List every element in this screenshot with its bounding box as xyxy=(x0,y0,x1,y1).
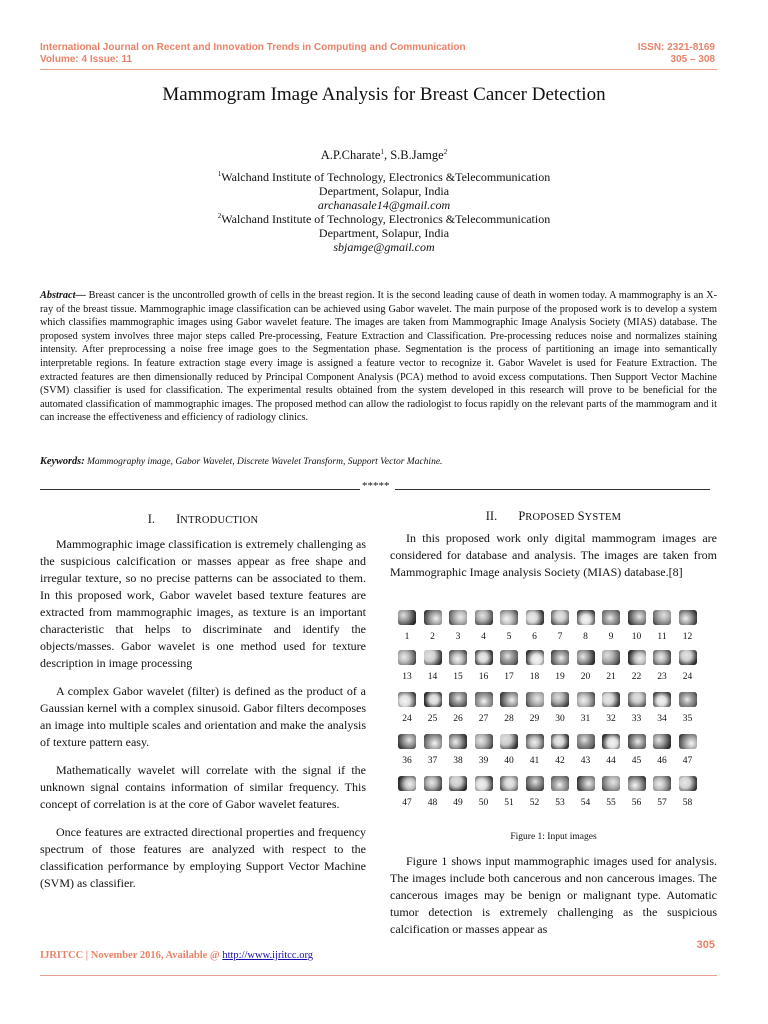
mammogram-thumbnail xyxy=(679,692,697,707)
mammogram-thumbnail xyxy=(424,692,442,707)
mammogram-thumbnail xyxy=(449,776,467,791)
thumbnail-number: 16 xyxy=(478,672,489,682)
thumbnail-number: 9 xyxy=(608,632,614,642)
thumbnail-number: 47 xyxy=(682,756,693,766)
separator-line-left xyxy=(40,489,360,490)
mammogram-thumbnail xyxy=(602,734,620,749)
thumbnail-number: 34 xyxy=(657,714,667,724)
thumbnail-number: 2 xyxy=(430,632,435,642)
mammogram-thumbnail xyxy=(526,650,544,665)
thumbnail-number: 49 xyxy=(453,798,463,808)
keywords xyxy=(40,456,717,467)
thumbnail-number: 39 xyxy=(478,756,489,766)
thumbnail-number: 25 xyxy=(427,714,438,724)
mammogram-thumbnail xyxy=(628,776,646,791)
thumbnail-number: 7 xyxy=(557,632,563,642)
mammogram-thumbnail xyxy=(424,734,442,749)
authors xyxy=(0,145,768,162)
thumbnail-number: 4 xyxy=(481,632,486,642)
section-2-heading xyxy=(390,509,717,524)
mammogram-thumbnail xyxy=(500,650,518,665)
mammogram-thumbnail xyxy=(653,650,671,665)
thumbnail-number: 33 xyxy=(631,714,642,724)
page-range: 305 – 308 xyxy=(670,54,715,65)
mammogram-thumbnail xyxy=(424,610,442,625)
thumbnail-number: 5 xyxy=(506,632,512,642)
mammogram-thumbnail xyxy=(551,776,569,791)
section-1-paragraph: Mammographic image classification is extremely challenging as the suspicious calcification or masses appear as free shape and irregular texture, so no precise patterns can be associated to them. In this proposed work, Gabor wavelet based texture features are extracted from mammographic images, as texture is an important characteristic that helps to discriminate and identify the objects/masses. Gabor wavelet is one method used for texture description in image processing xyxy=(40,537,366,670)
thumbnail-number: 23 xyxy=(657,672,667,682)
thumbnail-number: 1 xyxy=(404,632,410,642)
footer-url-link[interactable]: http://www.ijritcc.org xyxy=(222,950,314,961)
figure-caption: Figure 1: Input images xyxy=(510,832,597,842)
mammogram-thumbnail xyxy=(500,776,518,791)
affiliation-1-line2: Department, Solapur, India xyxy=(318,184,450,198)
figure-row xyxy=(390,734,720,776)
mammogram-thumbnail xyxy=(398,734,416,749)
mammogram-thumbnail xyxy=(449,610,467,625)
affiliation-1-line1: Walchand Institute of Technology, Electronics &Telecommunication xyxy=(221,170,551,184)
section-1-first-letter: I xyxy=(176,512,181,526)
section-2-body xyxy=(390,853,717,938)
author-separator: , xyxy=(383,148,391,163)
figure-row xyxy=(390,692,720,734)
affiliation-2-line2: Department, Solapur, India xyxy=(318,226,450,240)
mammogram-thumbnail xyxy=(398,610,416,625)
thumbnail-number: 58 xyxy=(682,798,693,808)
mammogram-thumbnail xyxy=(602,692,620,707)
thumbnail-number: 30 xyxy=(555,714,565,724)
thumbnail-number: 52 xyxy=(529,798,540,808)
mammogram-thumbnail xyxy=(602,776,620,791)
mammogram-thumbnail xyxy=(628,610,646,625)
thumbnail-number: 42 xyxy=(555,756,565,766)
affiliation-2-line1: Walchand Institute of Technology, Electronics &Telecommunication xyxy=(221,212,551,226)
mammogram-thumbnail xyxy=(475,734,493,749)
mammogram-thumbnail xyxy=(679,734,697,749)
mammogram-thumbnail xyxy=(551,650,569,665)
mammogram-thumbnail xyxy=(679,650,697,665)
mammogram-thumbnail xyxy=(475,610,493,625)
thumbnail-number: 37 xyxy=(427,756,438,766)
header-rule xyxy=(40,69,717,70)
mammogram-thumbnail xyxy=(577,734,595,749)
affiliation-1 xyxy=(0,167,768,212)
thumbnail-number: 11 xyxy=(657,632,667,642)
thumbnail-number: 38 xyxy=(453,756,463,766)
mammogram-thumbnail xyxy=(449,650,467,665)
thumbnail-number: 14 xyxy=(427,672,438,682)
author-1-sup: 1 xyxy=(380,148,384,156)
separator-stars: ***** xyxy=(362,480,390,492)
section-1-heading xyxy=(40,512,366,527)
issn: ISSN: 2321-8169 xyxy=(637,42,715,53)
thumbnail-number: 53 xyxy=(555,798,565,808)
section-2-number: II. xyxy=(485,509,498,523)
page-number: 305 xyxy=(696,939,715,951)
thumbnail-number: 8 xyxy=(583,632,588,642)
mammogram-thumbnail xyxy=(628,734,646,749)
author-2-sup: 2 xyxy=(443,148,448,156)
mammogram-thumbnail xyxy=(653,610,671,625)
mammogram-thumbnail xyxy=(577,610,595,625)
thumbnail-number: 36 xyxy=(402,756,412,766)
author-2: S.B.Jamge xyxy=(390,148,444,163)
thumbnail-number: 12 xyxy=(682,632,693,642)
thumbnail-number: 43 xyxy=(580,756,591,766)
section-2-rest: ROPOSED xyxy=(525,512,575,523)
mammogram-thumbnail xyxy=(475,776,493,791)
thumbnail-number: 15 xyxy=(453,672,463,682)
thumbnail-number: 24 xyxy=(682,672,693,682)
journal-name: International Journal on Recent and Innovation Trends in Computing and Communication xyxy=(40,42,466,53)
thumbnail-number: 56 xyxy=(631,798,642,808)
thumbnail-number: 21 xyxy=(606,672,616,682)
section-1-paragraph: A complex Gabor wavelet (filter) is defined as the product of a Gaussian kernel with a complex sinusoid. Gabor filters decomposes an image into multiple scales and orientation and make the analysis of texture pattern easy. xyxy=(40,684,366,749)
section-2-first-letter-2: S xyxy=(577,509,585,523)
thumbnail-number: 28 xyxy=(504,714,514,724)
mammogram-thumbnail xyxy=(628,650,646,665)
mammogram-thumbnail xyxy=(679,610,697,625)
mammogram-thumbnail xyxy=(398,692,416,707)
thumbnail-number: 17 xyxy=(504,672,514,682)
abstract xyxy=(40,289,717,425)
affiliation-2-email[interactable]: sbjamge@gmail.com xyxy=(333,240,435,254)
thumbnail-number: 57 xyxy=(657,798,667,808)
author-1: A.P.Charate xyxy=(320,148,381,163)
thumbnail-number: 51 xyxy=(504,798,514,808)
mammogram-thumbnail xyxy=(398,776,416,791)
abstract-label: Abstract— xyxy=(40,290,86,301)
thumbnail-number: 10 xyxy=(631,632,642,642)
mammogram-thumbnail xyxy=(679,776,697,791)
mammogram-thumbnail xyxy=(653,692,671,707)
thumbnail-number: 40 xyxy=(504,756,514,766)
thumbnail-number: 55 xyxy=(606,798,616,808)
mammogram-thumbnail xyxy=(526,776,544,791)
footer-left xyxy=(40,950,313,961)
volume-issue: Volume: 4 Issue: 11 xyxy=(40,54,133,65)
mammogram-thumbnail xyxy=(577,692,595,707)
thumbnail-number: 13 xyxy=(402,672,412,682)
thumbnail-number: 41 xyxy=(529,756,540,766)
thumbnail-number: 35 xyxy=(682,714,693,724)
thumbnail-number: 20 xyxy=(580,672,591,682)
thumbnail-number: 24 xyxy=(402,714,412,724)
mammogram-thumbnail xyxy=(475,650,493,665)
figure-row xyxy=(390,650,720,692)
mammogram-thumbnail xyxy=(424,776,442,791)
mammogram-thumbnail xyxy=(653,734,671,749)
thumbnail-number: 22 xyxy=(631,672,642,682)
section-separator xyxy=(40,480,717,496)
thumbnail-number: 48 xyxy=(427,798,438,808)
section-1-body xyxy=(40,536,366,903)
mammogram-thumbnail xyxy=(500,734,518,749)
thumbnail-number: 26 xyxy=(453,714,463,724)
thumbnail-number: 45 xyxy=(631,756,642,766)
figure-row xyxy=(390,776,720,818)
mammogram-thumbnail xyxy=(602,610,620,625)
section-1-number: I. xyxy=(147,512,155,526)
paper-title: Mammogram Image Analysis for Breast Cancer Detection xyxy=(162,84,606,105)
thumbnail-number: 3 xyxy=(455,632,461,642)
mammogram-thumbnail xyxy=(602,650,620,665)
thumbnail-number: 19 xyxy=(555,672,565,682)
mammogram-thumbnail xyxy=(398,650,416,665)
thumbnail-number: 18 xyxy=(529,672,540,682)
footer-text: IJRITCC | November 2016, Available @ xyxy=(40,950,223,961)
mammogram-thumbnail xyxy=(653,776,671,791)
section-2-intro xyxy=(390,530,717,581)
thumbnail-number: 44 xyxy=(606,756,616,766)
affiliation-1-email[interactable]: archanasale14@gmail.com xyxy=(317,198,451,212)
thumbnail-number: 29 xyxy=(529,714,540,724)
mammogram-thumbnail xyxy=(449,692,467,707)
mammogram-thumbnail xyxy=(475,692,493,707)
mammogram-thumbnail xyxy=(526,734,544,749)
keywords-label: Keywords: xyxy=(40,456,85,467)
mammogram-thumbnail xyxy=(500,692,518,707)
mammogram-thumbnail xyxy=(577,776,595,791)
affiliation-2-sup: 2 xyxy=(217,212,222,220)
mammogram-thumbnail xyxy=(628,692,646,707)
mammogram-thumbnail xyxy=(424,650,442,665)
section-1-paragraph: Mathematically wavelet will correlate with the signal if the unknown signal contains information of similar frequency. This concept of correlation is at the core of Gabor wavelet features. xyxy=(40,763,366,811)
mammogram-thumbnail xyxy=(500,610,518,625)
section-1-paragraph: Once features are extracted directional properties and frequency spectrum of those features are analyzed with respect to the classification performance by employing Support Vector Machine (SVM) as classifier. xyxy=(40,825,366,890)
thumbnail-number: 6 xyxy=(532,632,537,642)
separator-line-right xyxy=(395,489,710,490)
thumbnail-number: 46 xyxy=(657,756,667,766)
section-1-rest: NTRODUCTION xyxy=(180,515,259,526)
section-2-first-letter: P xyxy=(518,509,526,523)
affiliation-2 xyxy=(0,209,768,254)
section-2-paragraph-1: In this proposed work only digital mammogram images are considered for database and analysis. The images are taken from Mammographic Image analysis Society (MIAS) database.[8] xyxy=(390,531,717,579)
abstract-text: Breast cancer is the uncontrolled growth of cells in the breast region. It is the second leading cause of death in women today. A mammography is an X-ray of the breast tissue. Mammographic image classification can be achieved using Gabor wavelet. The main purpose of the proposed work is to develop a system which classifies mammographic images using Gabor wavelet feature. The images are taken from Mammographic Image Analysis Society (MIAS) database. The proposed system involves three major steps called Pre-processing, Feature Extraction and Classification. Pre-processing reduces noise and normalizes staining intensity. After preprocessing a noise free image goes to the Segmentation phase. Segmentation is the process of partitioning an image into semantically interpretable regions. In feature extraction stage every image is assigned a feature vector to recognize it. Gabor Wavelet is used for Feature Extraction. The extracted features are then dimensionally reduced by Principal Component Analysis (PCA) method to avoid excess computations. Then Support Vector Machine (SVM) classifier is used for classification. The experimental results obtained from the system developed in this research will prove to be beneficial for the automated classification of mammographic images. The proposed method can allow the radiologist to focus rapidly on the relevant parts of the mammogram and it can increase the effectiveness and efficiency of radiology clinics. xyxy=(40,290,717,424)
section-2-paragraph-2: Figure 1 shows input mammographic images used for analysis. The images include both cancerous and non cancerous images. The cancerous images may be benign or malignant type. Automatic tumor detection is extremely challenging as the suspicious calcification or masses appear as xyxy=(390,854,717,936)
mammogram-thumbnail xyxy=(551,610,569,625)
thumbnail-number: 27 xyxy=(478,714,489,724)
mammogram-thumbnail xyxy=(449,734,467,749)
thumbnail-number: 50 xyxy=(478,798,489,808)
mammogram-thumbnail xyxy=(577,650,595,665)
figure-row xyxy=(390,610,720,652)
footer-rule xyxy=(40,975,717,976)
mammogram-thumbnail xyxy=(551,734,569,749)
affiliation-1-sup: 1 xyxy=(217,170,222,178)
thumbnail-number: 32 xyxy=(606,714,616,724)
thumbnail-number: 31 xyxy=(580,714,591,724)
mammogram-thumbnail xyxy=(526,692,544,707)
thumbnail-number: 54 xyxy=(580,798,591,808)
mammogram-thumbnail xyxy=(526,610,544,625)
thumbnail-number: 47 xyxy=(402,798,412,808)
mammogram-thumbnail xyxy=(551,692,569,707)
keywords-text: Mammography image, Gabor Wavelet, Discrete Wavelet Transform, Support Vector Machine. xyxy=(84,457,443,467)
section-2-rest-2: YSTEM xyxy=(584,512,622,523)
